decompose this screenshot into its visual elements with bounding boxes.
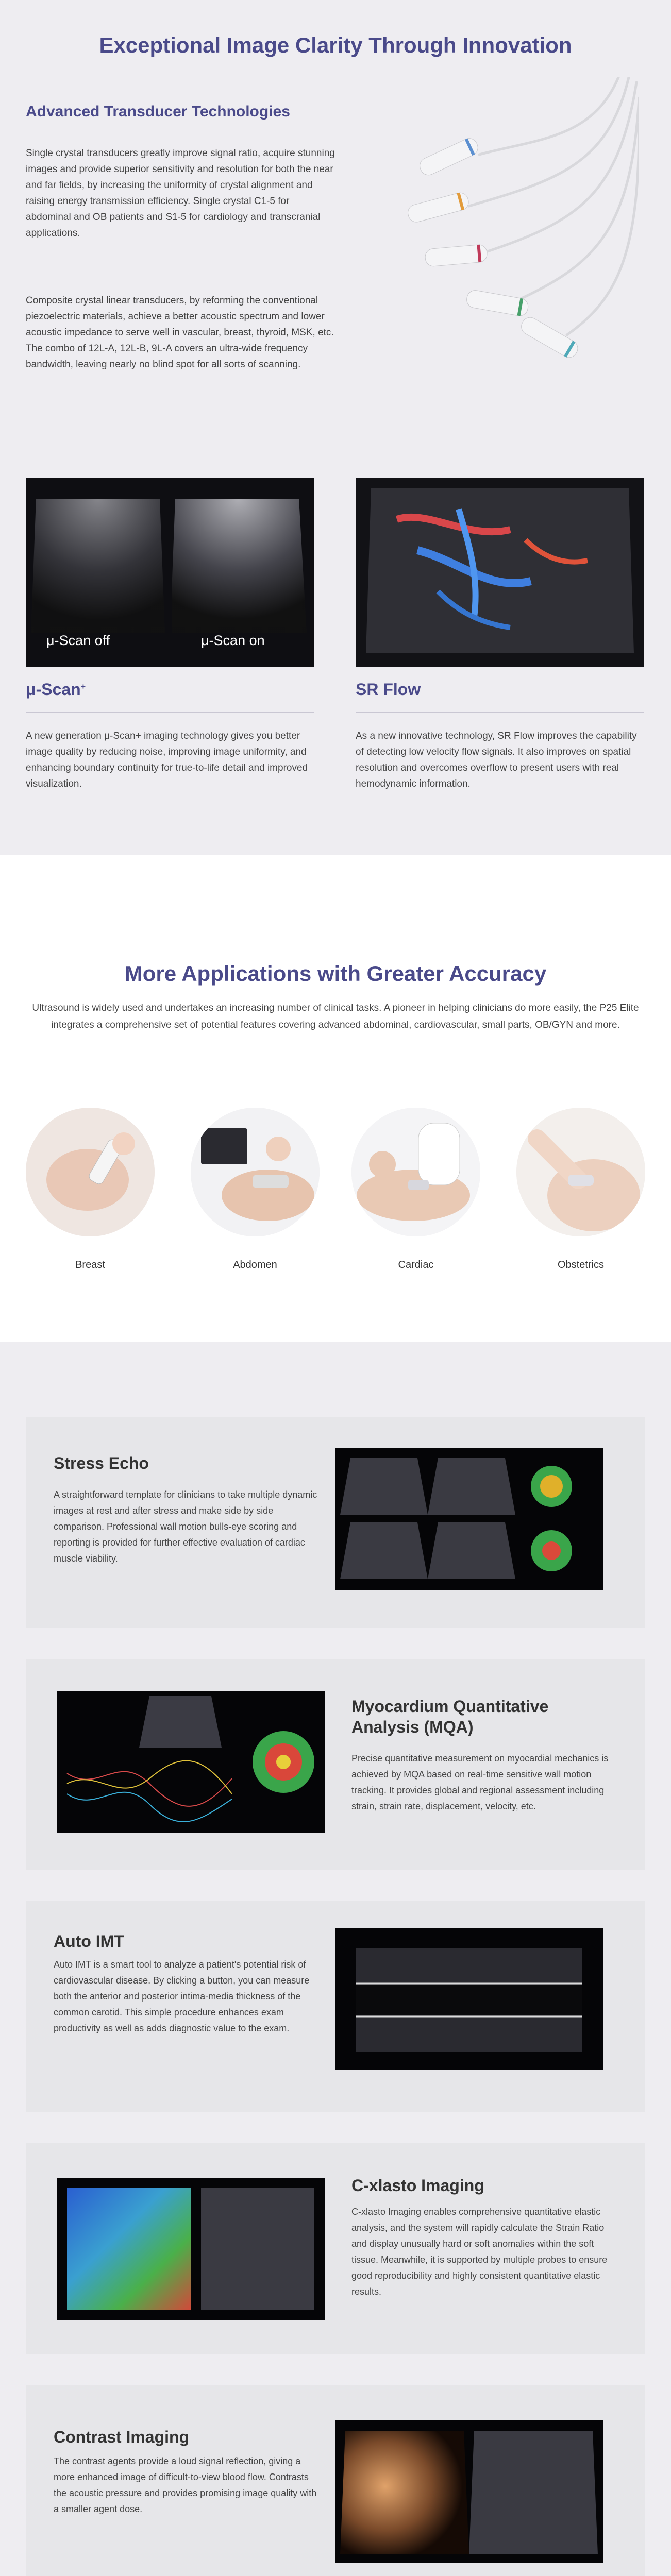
stress-echo-image: [335, 1448, 603, 1590]
mu-scan-title-text: μ-Scan: [26, 680, 81, 699]
divider: [356, 712, 644, 713]
breast-image: [26, 1108, 155, 1236]
auto-imt-image: [335, 1928, 603, 2070]
card-text: C-xlasto Imaging enables comprehensive quantitative elastic analysis, and the system will rapidly calculate the Strain Ratio and display unusually hard or soft anomalies within the soft tissue. Meanwhile, it is supported by multiple probes to ensure good reproducibility and highly consistent quantitative elastic results.: [351, 2207, 608, 2297]
transducer-section: [0, 0, 671, 855]
sr-flow-title: SR Flow: [356, 680, 421, 699]
card-title: C-xlasto Imaging: [351, 2176, 484, 2195]
mu-scan-off-caption: μ-Scan off: [46, 633, 110, 648]
mu-scan-comparison-image: [26, 478, 314, 667]
mu-scan-title: [26, 680, 86, 699]
card-text: Precise quantitative measurement on myocardial mechanics is achieved by MQA based on real-time sensitive wall motion tracking. It provides global and regional assessment including strain, strain rate, displacement, velocity, etc.: [351, 1753, 609, 1811]
application-cardiac: [351, 1108, 480, 1270]
applications-intro: Ultrasound is widely used and undertakes an increasing number of clinical tasks. A pioneer in helping clinicians do more easily, the P25 Elite integrates a comprehensive set of potential features covering advanced abdominal, cardiovascular, small parts, OB/GYN and more.: [32, 1003, 639, 1030]
subtitle-transducer-tech: Advanced Transducer Technologies: [26, 103, 290, 120]
abdomen-image: [191, 1108, 320, 1236]
mqa-image: [57, 1691, 325, 1833]
card-text: A straightforward template for clinicians to take multiple dynamic images at rest and after stress and make side by side comparison. Professional wall motion bulls-eye scoring and reporting is provided for further effective evaluation of cardiac muscle viability.: [54, 1489, 317, 1564]
application-abdomen: [191, 1108, 320, 1270]
card-title: Myocardium Quantitative Analysis (MQA): [351, 1697, 549, 1736]
features-section: [0, 1342, 671, 2576]
application-label: Breast: [75, 1259, 105, 1270]
card-title: Contrast Imaging: [54, 2428, 190, 2446]
mu-scan-description: A new generation μ-Scan+ imaging technology gives you better image quality by reducing noise, improving image uniformity, and enhancing boundary continuity for true-to-life detail and improved visualization.: [26, 731, 308, 789]
application-label: Obstetrics: [557, 1259, 605, 1270]
feature-card-stress-echo: [26, 1417, 645, 1628]
mu-scan-on-caption: μ-Scan on: [201, 633, 265, 648]
application-obstetrics: [516, 1108, 645, 1270]
application-label: Cardiac: [398, 1259, 434, 1270]
transducer-paragraph-2: Composite crystal linear transducers, by reforming the conventional piezoelectric materials, achieve a better acoustic spectrum and lower acoustic impedance to serve well in vascular, breast, thyroid, MSK, etc. The combo of 12L-A, 12L-B, 9L-A covers an ultra-wide frequency bandwidth, leaving nearly no blind spot for all sorts of scanning.: [26, 295, 334, 370]
application-label: Abdomen: [233, 1259, 277, 1270]
feature-card-mqa: [26, 1659, 645, 1870]
sr-flow-description: As a new innovative technology, SR Flow improves the capability of detecting low velocity flow signals. It also improves on spatial resolution and overcomes overflow to present users with real hemodynamic information.: [356, 731, 637, 789]
c-xlasto-image: [57, 2178, 325, 2320]
transducer-probes-image: [350, 77, 639, 366]
transducer-paragraph-1: Single crystal transducers greatly improve signal ratio, acquire stunning images and provide superior sensitivity and resolution for both the near and far fields, by increasing the uniformity of crystal alignment and raising energy transmission efficiency. Single crystal C1-5 for abdominal and OB patients and S1-5 for cardiology and transcranial applications.: [26, 148, 335, 239]
card-text: Auto IMT is a smart tool to analyze a patient's potential risk of cardiovascular disease. By clicking a button, you can measure both the anterior and posterior intima-media thickness of the common carotid. This simple procedure enhances exam productivity as well as adds diagnostic value to the exam.: [54, 1959, 310, 2033]
mu-scan-title-mark: +: [80, 682, 86, 691]
feature-card-contrast-imaging: [26, 2385, 645, 2576]
application-breast: [26, 1108, 155, 1270]
card-text: The contrast agents provide a loud signal reflection, giving a more enhanced image of difficult-to-view blood flow. Contrasts the acoustic pressure and provides promising image quality with a smaller agent dose.: [54, 2456, 317, 2514]
feature-card-c-xlasto: [26, 2143, 645, 2354]
card-title: Stress Echo: [54, 1454, 149, 1472]
divider: [26, 712, 314, 713]
feature-card-auto-imt: [26, 1901, 645, 2112]
sr-flow-image: [356, 478, 644, 667]
section-title-image-clarity: Exceptional Image Clarity Through Innovation: [99, 33, 572, 57]
section-title-applications: More Applications with Greater Accuracy: [124, 961, 547, 986]
contrast-imaging-image: [335, 2420, 603, 2563]
obstetrics-image: [516, 1108, 645, 1236]
card-title: Auto IMT: [54, 1932, 124, 1951]
cardiac-image: [351, 1108, 480, 1236]
